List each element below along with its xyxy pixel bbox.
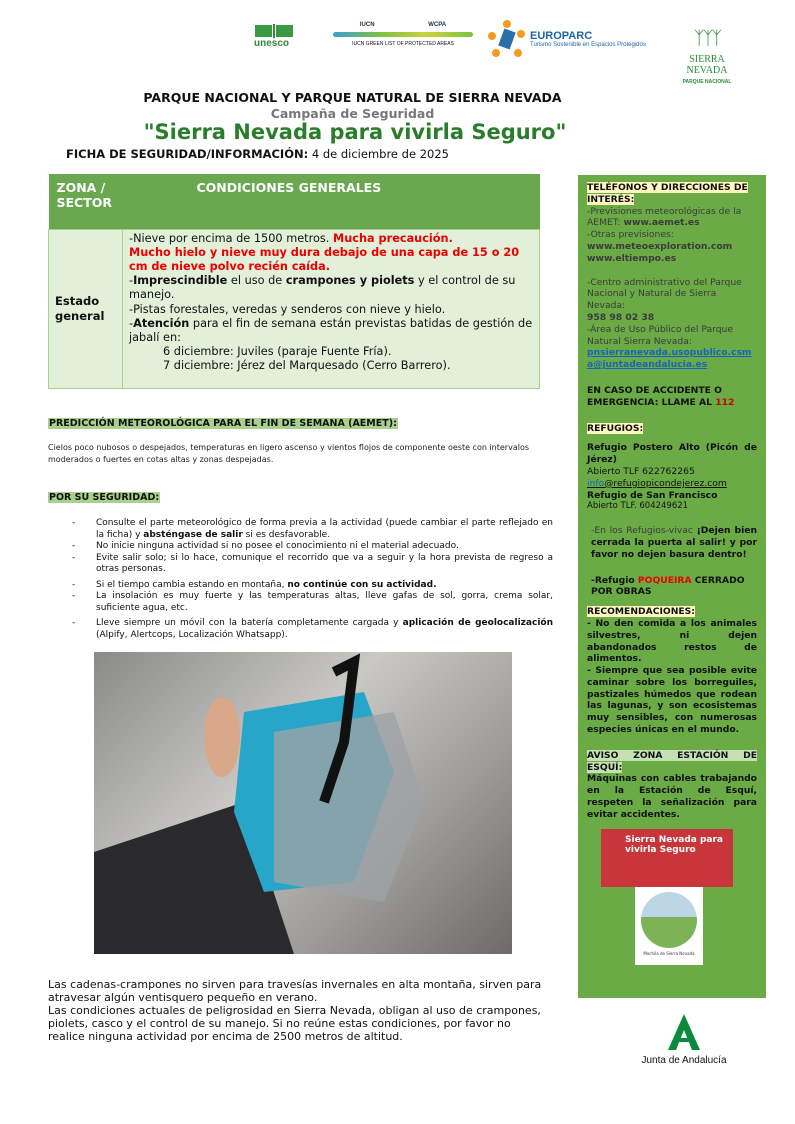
campaign-shirt-photo [601, 829, 733, 887]
cond-warning: Mucho hielo y nieve muy dura debajo de una capa de 15 o 20 cm de nieve polvo recién caída. [129, 245, 520, 273]
t: y el control de su manejo. [129, 274, 516, 302]
ficha-line [66, 147, 449, 161]
ski-heading: AVISO ZONA ESTACIÓN DE ESQUÍ: [587, 749, 757, 773]
list-item: - Evite salir solo; si lo hace, comunique el recorrido que va a seguir y la hora prevista de regreso a otras personas. [48, 553, 553, 576]
rec-1: - No den comida a los animales silvestres, ni dejen abandonados restos de alimentos. [587, 617, 757, 665]
list-item: - La insolación es muy fuerte y las temperaturas altas, lleve gafas de sol, gorra, crema solar, suficiente agua, etc. [48, 591, 553, 614]
safety-heading: POR SU SEGURIDAD: [49, 492, 160, 503]
conditions-table [48, 174, 540, 389]
refugio-2: Refugio de San Francisco [587, 489, 718, 501]
t: -Centro administrativo del Parque Nacional y Natural de Sierra Nevada: [587, 276, 742, 312]
crampons-image [94, 652, 512, 954]
t: aplicación de geolocalización [402, 618, 553, 628]
t: -En los Refugios-vivac [591, 525, 697, 537]
t: CERRADO POR OBRAS [591, 574, 745, 598]
t: absténgase de salir [143, 529, 243, 540]
junta-logo [636, 1012, 732, 1066]
forecast-heading: PREDICCIÓN METEOROLÓGICA PARA EL FIN DE SEMANA (AEMET): [49, 418, 397, 429]
shirt-text: Sierra Nevada para vivirla Seguro [625, 834, 724, 855]
mochila-text: Mochila de Sierra Nevada [643, 950, 695, 956]
europarc-subtitle: Turismo Sostenible en Espacios Protegidos [530, 41, 646, 48]
col-zona: ZONA / SECTOR [49, 174, 123, 229]
t: el uso de [227, 274, 286, 288]
rec-2: - Siempre que sea posible evite caminar sobre los borreguiles, pastizales húmedos que rodean las lagunas, y son ecosistemas muy sensibles, con numerosas especies únicas en el mundo. [587, 665, 757, 736]
europarc-logo [488, 20, 646, 58]
t: Imprescindible [133, 274, 228, 288]
cond-line: 6 diciembre: Juviles (paraje Fuente Fría). [163, 345, 392, 359]
europarc-text: EUROPARC [530, 29, 593, 42]
col-condiciones: CONDICIONES GENERALES [123, 174, 540, 229]
bottom-notes [48, 978, 548, 1043]
conditions-cell [123, 229, 540, 388]
unesco-logo [254, 24, 300, 53]
t: si es desfavorable. [242, 529, 331, 540]
tel-heading: TELÉFONOS Y DIRECCIONES DE INTERÉS: [587, 182, 748, 205]
crampons-photo [94, 652, 512, 954]
note-2: Las condiciones actuales de peligrosidad en Sierra Nevada, obligan al uso de crampones, piolets, casco y el control de su manejo. Si no reúne estas condiciones, por favor no realice ninguna actividad por encima de 2500 metros de altitud. [48, 1004, 541, 1043]
page-title: PARQUE NACIONAL Y PARQUE NATURAL DE SIERRA NEVADA [143, 90, 562, 105]
t: Abierto TLF. 604249621 [587, 501, 689, 512]
t: Si el tiempo cambia estando en montaña, [96, 579, 288, 590]
slogan: "Sierra Nevada para vivirla Seguro" [143, 120, 567, 144]
safety-list [48, 518, 553, 641]
t: para el fin de semana están previstas batidas de gestión de jabalí en: [129, 316, 533, 344]
t: Lleve siempre un móvil con la batería completamente cargada y [96, 618, 403, 628]
meteoexploration-link[interactable]: www.meteoexploration.com [587, 240, 733, 252]
iucn-logo [333, 22, 473, 47]
row-label: Estado general [49, 229, 123, 388]
aemet-link[interactable]: www.aemet.es [623, 217, 700, 229]
forecast-text: Cielos poco nubosos o despejados, temperaturas en ligero ascenso y vientos flojos de componente oeste con intervalos moderados o fuertes en cotas altas y zonas despejadas. [48, 443, 530, 464]
t: Consulte el parte meteorológico de forma previa a la actividad (puede cambiar el parte reflejado en la ficha) y [96, 518, 553, 540]
t: -Previsiones meteorológicas de la AEMET: [587, 205, 742, 229]
rec-heading: RECOMENDACIONES: [587, 606, 695, 618]
ficha-label: FICHA DE SEGURIDAD/INFORMACIÓN: [66, 147, 309, 161]
list-item [48, 618, 553, 641]
t: no continúe con su actividad. [287, 579, 437, 590]
t: POQUEIRA [637, 574, 692, 586]
note-1: Las cadenas-crampones no sirven para travesías invernales en alta montaña, sirven para atravesar algún ventisquero pequeño en verano. [48, 978, 542, 1004]
t: ¡Dejen bien cerrada la puerta al salir! y por favor no dejen basura dentro! [591, 525, 757, 560]
cond-line: -Pistas forestales, veredas y senderos con nieve y hielo. [129, 302, 446, 316]
t: - [129, 274, 134, 288]
ficha-date: 4 de diciembre de 2025 [311, 147, 449, 161]
wcpa-text: WCPA [428, 22, 447, 28]
info-sidebar [578, 175, 766, 998]
t: -Otras previsiones: [587, 229, 674, 241]
cond-line: 7 diciembre: Jérez del Marquesado (Cerro Barrero). [163, 359, 451, 373]
sierra-text: SIERRA [689, 54, 725, 65]
iucn-text: IUCN [359, 22, 375, 28]
parque-text: PARQUE NACIONAL [682, 79, 732, 85]
junta-emblem [664, 1012, 704, 1052]
refugio-email[interactable]: @refugiopicondejerez.com [604, 477, 727, 489]
t: -Área de Uso Público del Parque Natural Sierra Nevada: [587, 323, 734, 347]
email-link[interactable]: pnsierranevada.usopublico.csma@juntadeandalucia.es [587, 347, 752, 371]
eltiempo-link[interactable]: www.eltiempo.es [587, 252, 677, 264]
junta-text: Junta de Andalucía [641, 1055, 727, 1066]
sierra-nevada-logo: ᛉᛉᛉ SIERRA NEVADA PARQUE NACIONAL [676, 28, 738, 85]
t: Abierto TLF 622762265 [587, 465, 695, 477]
t: EN CASO DE ACCIDENTE O EMERGENCIA: LLAME AL [587, 384, 722, 408]
iucn-green-text: IUCN GREEN LIST OF PROTECTED AREAS [352, 41, 454, 47]
nevada-text: NEVADA [686, 65, 728, 76]
cond-line: -Nieve por encima de 1500 metros. [129, 231, 330, 245]
t: Atención [133, 316, 190, 330]
centro-phone: 958 98 02 38 [587, 311, 655, 323]
t: crampones y piolets [285, 274, 415, 288]
list-item [48, 518, 553, 541]
t: - [129, 316, 134, 330]
t: (Alpify, Alertcops, Localización Whatsapp). [96, 629, 288, 640]
refugio-1: Refugio Postero Alto (Picón de Jérez) [587, 442, 757, 466]
list-item: - No inicie ninguna actividad si no posee el conocimiento ni el material adecuado. [48, 541, 553, 553]
emergency-number: 112 [715, 396, 735, 408]
t: -Refugio [591, 574, 638, 586]
campaign-title: Campaña de Seguridad [270, 106, 435, 121]
refugios-heading: REFUGIOS: [587, 422, 644, 434]
t[interactable]: info [587, 477, 605, 489]
mochila-logo [635, 887, 703, 965]
ski-text: Máquinas con cables trabajando en la Estación de Esquí, respeten la señalización para evitar accidentes. [587, 773, 757, 820]
unesco-text: unesco [254, 38, 290, 49]
list-item [48, 580, 553, 592]
cond-warning: Mucha precaución. [332, 231, 453, 245]
